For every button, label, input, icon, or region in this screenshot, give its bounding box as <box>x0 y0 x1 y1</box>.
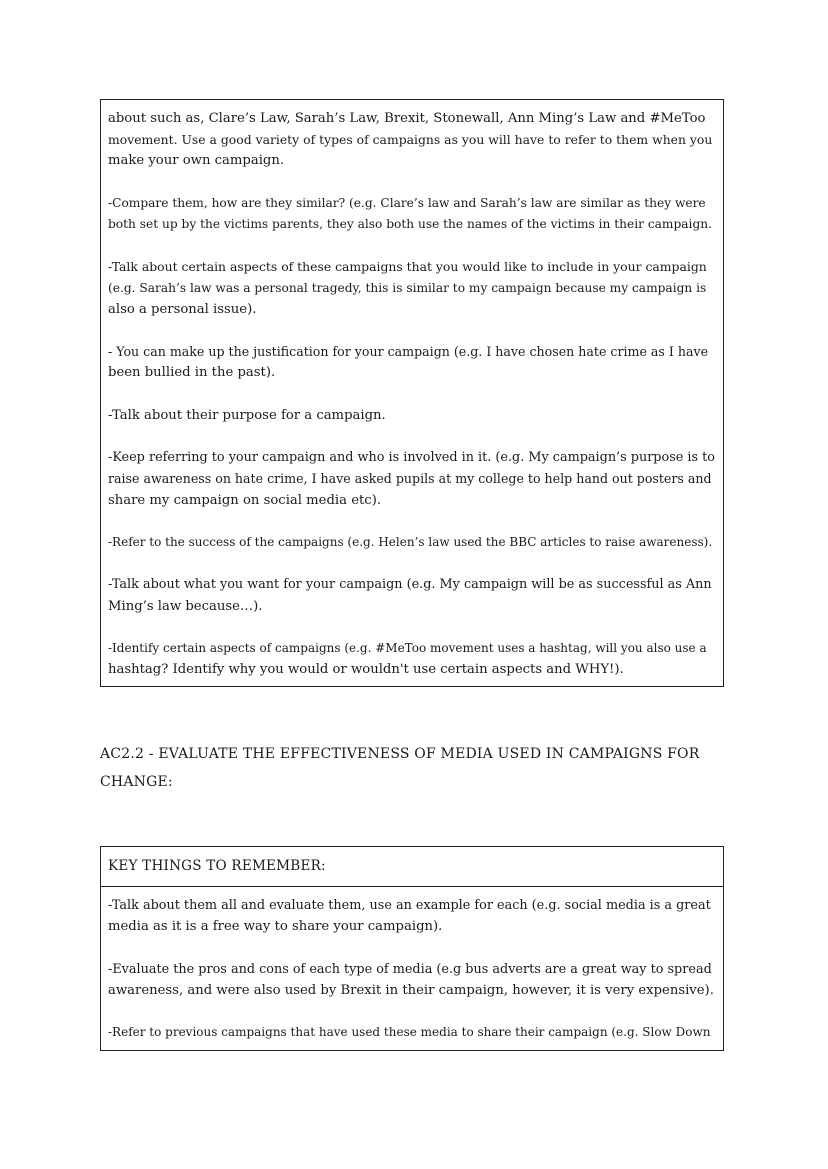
text-line: been bullied in the past). <box>108 365 276 381</box>
text-line: also a personal issue). <box>108 301 257 317</box>
text-line: media as it is a free way to share your campaign). <box>108 919 443 935</box>
paragraph-want <box>108 574 715 616</box>
text-line: -Talk about what you want for your campaign (e.g. My campaign will be as successful as Ann <box>108 577 712 593</box>
paragraph-purpose <box>108 405 715 426</box>
text-line: -Compare them, how are they similar? (e.g. Clare’s law and Sarah’s law are similar as they were <box>108 195 706 210</box>
text-line: hashtag? Identify why you would or wouldn't use certain aspects and WHY!). <box>108 662 624 678</box>
section-heading-line: CHANGE: <box>100 774 173 790</box>
text-line: -Talk about them all and evaluate them, use an example for each (e.g. social media is a great <box>108 898 711 913</box>
paragraph-success <box>108 532 715 553</box>
text-line: (e.g. Sarah’s law was a personal tragedy, this is similar to my campaign because my campaign is <box>108 280 707 295</box>
text-line: -Refer to previous campaigns that have used these media to share their campaign (e.g. Slow Down <box>108 1025 711 1040</box>
text-line: -Identify certain aspects of campaigns (e.g. #MeToo movement uses a hashtag, will you also use a <box>108 640 707 655</box>
text-line: -Evaluate the pros and cons of each type of media (e.g bus adverts are a great way to spread <box>108 961 712 977</box>
paragraph-evaluate-all <box>108 895 715 937</box>
text-line: raise awareness on hate crime, I have asked pupils at my college to help hand out posters and <box>108 471 712 487</box>
text-line: both set up by the victims parents, they also both use the names of the victims in their campaign. <box>108 217 712 231</box>
paragraph-previous-campaigns <box>108 1022 715 1043</box>
section-heading-line: AC2.2 - EVALUATE THE EFFECTIVENESS OF MEDIA USED IN CAMPAIGNS FOR <box>100 746 700 762</box>
section-heading <box>100 740 724 796</box>
paragraph-identify <box>108 638 715 680</box>
text-line: -Refer to the success of the campaigns (e.g. Helen’s law used the BBC articles to raise awareness). <box>108 534 713 549</box>
paragraph-aspects <box>108 256 715 320</box>
text-line: -Keep referring to your campaign and who is involved in it. (e.g. My campaign’s purpose is to <box>108 450 715 466</box>
key-things-header: KEY THINGS TO REMEMBER: <box>101 847 723 887</box>
key-things-body <box>101 887 723 1043</box>
campaign-guidance-box <box>100 99 724 687</box>
paragraph-keep-referring <box>108 447 715 511</box>
text-line: -Talk about their purpose for a campaign. <box>108 407 386 423</box>
text-line: share my campaign on social media etc). <box>108 492 382 508</box>
text-line: - You can make up the justification for your campaign (e.g. I have chosen hate crime as I have <box>108 344 709 360</box>
text-line: about such as, Clare’s Law, Sarah’s Law, Brexit, Stonewall, Ann Ming’s Law and #MeToo <box>108 111 706 126</box>
text-line: movement. Use a good variety of types of campaigns as you will have to refer to them when you <box>108 132 713 148</box>
text-line: awareness, and were also used by Brexit in their campaign, however, it is very expensive). <box>108 982 714 998</box>
text-line: -Talk about certain aspects of these campaigns that you would like to include in your campaign <box>108 259 707 275</box>
paragraph-pros-cons <box>108 959 715 1001</box>
paragraph-justification <box>108 341 715 383</box>
paragraph-compare <box>108 193 715 235</box>
text-line: Ming’s law because…). <box>108 598 263 614</box>
key-things-box <box>100 846 724 1051</box>
text-line: make your own campaign. <box>108 153 285 169</box>
paragraph-campaign-examples <box>108 108 715 172</box>
